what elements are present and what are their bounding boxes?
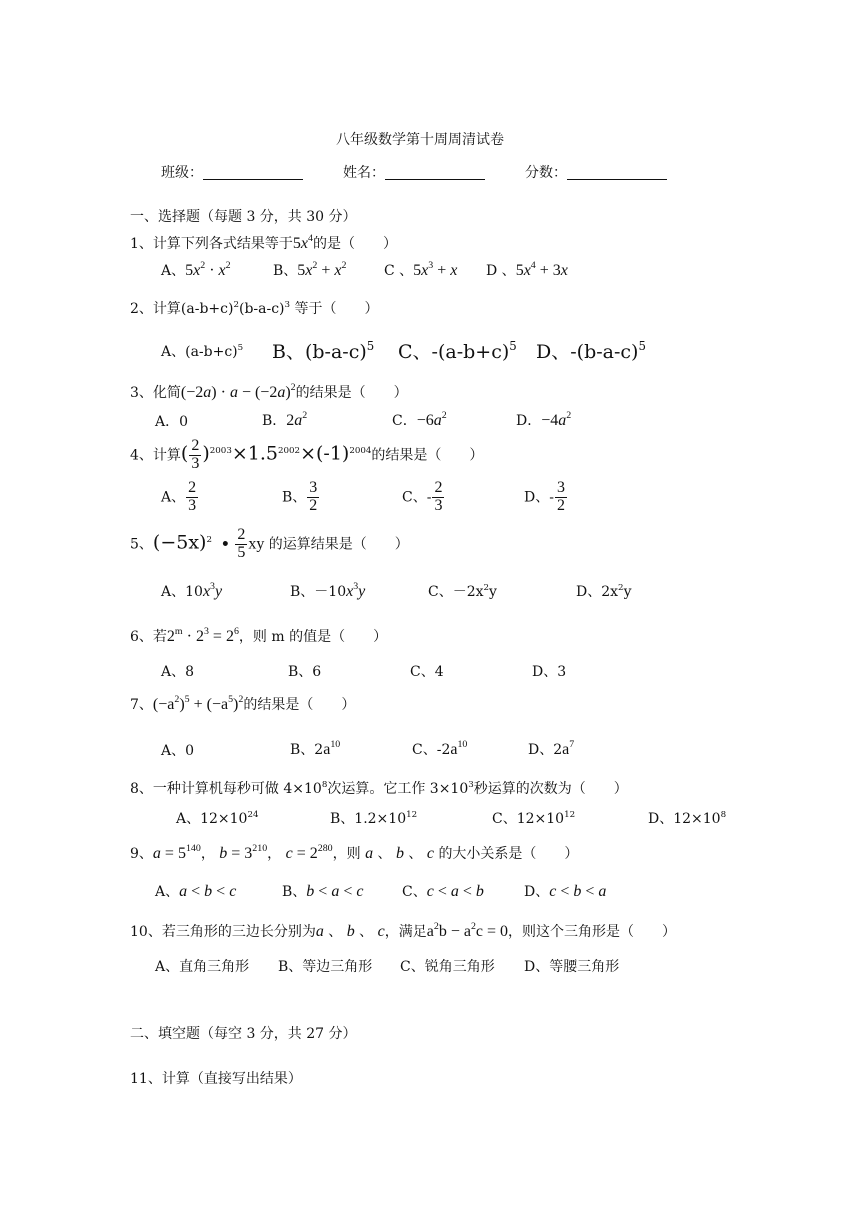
name-field	[343, 166, 485, 180]
q8-option-c[interactable]: C、$12\times 10^{12}$	[492, 809, 576, 827]
q3-option-d[interactable]: D．$-4a^2$	[516, 410, 572, 429]
class-blank[interactable]	[203, 166, 303, 180]
q9-option-a[interactable]: A、a < b < c	[155, 883, 237, 900]
q2-option-d[interactable]: D、$-(b-a-c)^5$	[536, 338, 646, 363]
question-5-stem: 5、$(-5x)^2$ • $\frac{2}{5}$ xy 的运算结果是（ ）	[130, 526, 409, 561]
q6-option-a[interactable]: A、8	[161, 664, 195, 680]
q4-option-c[interactable]: C、- $\frac{2}{3}$	[402, 479, 443, 514]
q9-option-d[interactable]: D、c < b < a	[524, 883, 607, 900]
score-label: 分数：	[525, 165, 567, 181]
question-10-stem: 10、若三角形的三边长分别为a 、 b 、 c，满足$a^2b - a^2c = 0$，则这个三角形是（ ）	[130, 921, 677, 940]
question-6-stem: 6、若$2^m \cdot 2^3 = 2^6$，则 m 的值是（ ）	[130, 626, 388, 645]
question-2-stem: 2、计算$(a-b+c)^2(b-a-c)^3$ 等于（ ）	[130, 299, 379, 317]
q5-option-a[interactable]: A、$10x^3y$	[161, 581, 223, 600]
score-field	[525, 166, 667, 180]
q9-option-b[interactable]: B、b < a < c	[282, 883, 364, 900]
question-3-stem: 3、化简$(-2a) \cdot a - (-2a)^2$的结果是（ ）	[130, 382, 408, 401]
question-7-stem: 7、$(-a^2)^5 + (-a^5)^2$的结果是（ ）	[130, 694, 356, 713]
question-11-stem: 11、计算（直接写出结果）	[130, 1071, 302, 1087]
q5-option-c[interactable]: C、$-2x^2y$	[428, 582, 497, 600]
q3-option-b[interactable]: B．$2a^2$	[262, 410, 308, 429]
q4-option-b[interactable]: B、 $\frac{3}{2}$	[282, 479, 318, 514]
section-heading-fill: 二、填空题（每空 3 分，共 27 分）	[130, 1026, 357, 1042]
q6-option-d[interactable]: D、3	[532, 664, 567, 680]
q10-option-b[interactable]: B、等边三角形	[278, 959, 373, 975]
question-4-stem: 4、计算( $\frac{2}{3}$ )$^{2003}\times 1.5^{2002}\times(-1)^{2004}$的结果是（ ）	[130, 437, 484, 472]
q8-option-d[interactable]: D、$12\times 10^8$	[648, 809, 727, 827]
q10-option-a[interactable]: A、直角三角形	[155, 959, 250, 975]
q8-option-a[interactable]: A、$12\times 10^{24}$	[176, 809, 259, 827]
question-9-stem: 9、$a = 5^{140}$， $b = 3^{210}$， $c = 2^{280}$，则 a 、 b 、 c 的大小关系是（ ）	[130, 843, 579, 862]
q1-option-a[interactable]: A、$5x^2 \cdot x^2$	[161, 260, 231, 279]
q2-option-a[interactable]: A、$(a-b+c)^5$	[161, 342, 244, 360]
q6-option-c[interactable]: C、4	[410, 664, 444, 680]
q7-option-d[interactable]: D、$2a^7$	[528, 739, 575, 758]
q4-option-a[interactable]: A、 $\frac{2}{3}$	[161, 479, 197, 514]
q2-option-c[interactable]: C、$-(a-b+c)^5$	[398, 338, 517, 363]
q7-option-c[interactable]: C、$-2a^{10}$	[412, 739, 468, 758]
q7-option-b[interactable]: B、$2a^{10}$	[290, 739, 341, 758]
name-label: 姓名：	[343, 165, 385, 181]
q6-option-b[interactable]: B、6	[288, 664, 322, 680]
question-8-stem: 8、一种计算机每秒可做 $4\times 10^8$次运算。它工作 $3\times 10^3$秒运算的次数为（ ）	[130, 779, 628, 797]
class-label: 班级：	[161, 165, 203, 181]
q9-option-c[interactable]: C、c < a < b	[402, 883, 484, 900]
q3-option-a[interactable]: A．0	[155, 414, 189, 430]
q4-option-d[interactable]: D、- $\frac{3}{2}$	[524, 479, 565, 514]
score-blank[interactable]	[567, 166, 667, 180]
q1-option-c[interactable]: C 、$5x^3 + x$	[384, 260, 458, 279]
q1-option-b[interactable]: B、$5x^2 + x^2$	[273, 260, 347, 279]
q1-option-d[interactable]: D 、$5x^4 + 3x$	[486, 260, 568, 279]
page-title: 八年级数学第十周周清试卷	[336, 132, 504, 148]
section-heading-choice: 一、选择题（每题 3 分，共 30 分）	[130, 209, 357, 225]
class-field	[161, 166, 303, 180]
q2-option-b[interactable]: B、$(b-a-c)^5$	[272, 338, 375, 363]
q5-option-b[interactable]: B、$-10x^3y$	[290, 581, 366, 600]
q10-option-c[interactable]: C、锐角三角形	[400, 959, 495, 975]
name-blank[interactable]	[385, 166, 485, 180]
q8-option-b[interactable]: B、$1.2\times 10^{12}$	[330, 809, 418, 827]
q10-option-d[interactable]: D、等腰三角形	[524, 959, 620, 975]
q7-option-a[interactable]: A、0	[161, 743, 195, 759]
question-1-stem: 1、计算下列各式结果等于$5x^4$的是（ ）	[130, 233, 397, 252]
q5-option-d[interactable]: D、$2x^2y$	[576, 582, 632, 600]
q3-option-c[interactable]: C．$-6a^2$	[392, 410, 447, 429]
